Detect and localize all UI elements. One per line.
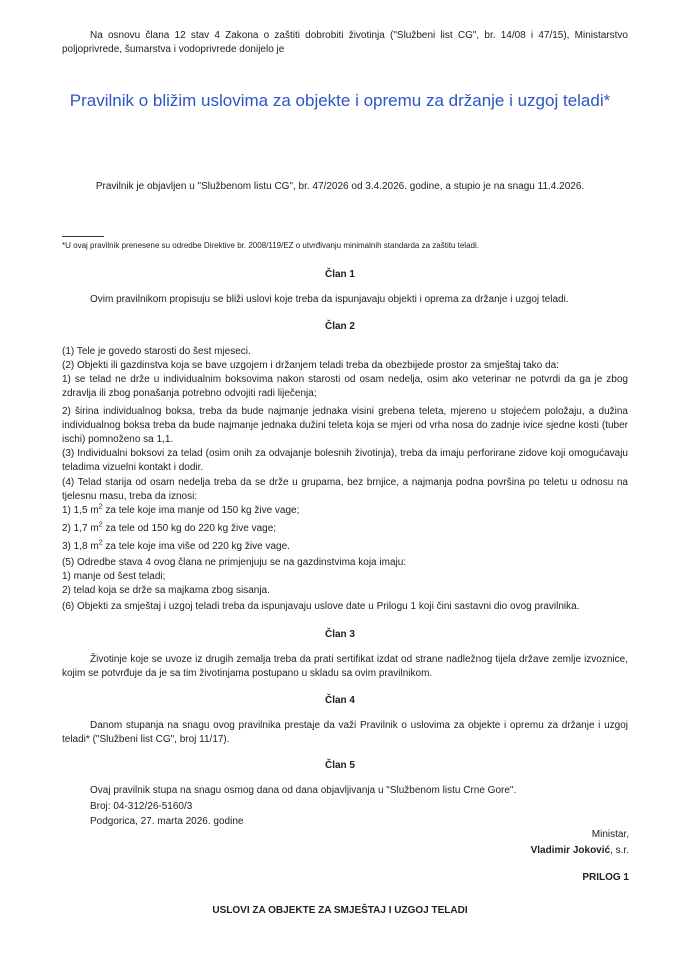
article-5-text: Ovaj pravilnik stupa na snagu osmog dana od dana objavljivanja u "Službenom listu Crne Gore". [90,785,517,796]
document-title: Pravilnik o bližim uslovima za objekte i opremu za držanje i uzgoj teladi* [69,91,611,110]
signature-suffix: , s.r. [610,845,629,856]
article-5-heading: Član 5 [324,760,355,771]
article-2-p2: (2) Objekti ili gazdinstva koja se bave uzgojem i držanjem teladi treba da obezbijede prostor za smještaj tako da: [62,360,559,371]
intro-paragraph: Na osnovu člana 12 stav 4 Zakona o zaštiti dobrobiti životinja ("Službeni list CG", br. 14/08 i 47/15), Ministarstvo poljoprivrede, šumarstva i vodoprivrede donijelo je [62,30,628,55]
article-2-p1: (1) Tele je govedo starosti do šest mjeseci. [62,346,251,357]
article-2-p4-item1: 1) 1,5 $m^2$ za tele koje ima manje od 150 kg žive vage; [62,503,300,516]
article-2-heading: Član 2 [324,321,355,332]
annex-title: USLOVI ZA OBJEKTE ZA SMJEŠTAJ I UZGOJ TELADI [212,905,468,916]
article-1-heading: Član 1 [324,269,355,280]
place-and-date: Podgorica, 27. marta 2026. godine [90,816,244,827]
article-2-p2-item2: 2) širina individualnog boksa, treba da bude najmanje jednaka visini grebena teleta, mjereno u stojećem položaju, a dužina individualnog boksa treba da bude najmanje jednaka dužini teleta koja se mjeri od vrha nosa do zadnje ivice sjedne kosti (tuber ischi) pomnoženo sa 1,1. [62,406,628,445]
document-number: Broj: 04-312/26-5160/3 [90,801,193,812]
signature-role: Ministar, [591,829,629,840]
article-3-text: Životinje koje se uvoze iz drugih zemalja treba da prati sertifikat izdat od strane nadležnog tijela države zemlje izvoznice, kojim se potvrđuje da je sa tim životinjama postupano u skladu sa ovim pravilnikom. [62,654,628,679]
annex-label: PRILOG 1 [582,872,629,883]
article-2-p2-item1: 1) se telad ne drže u individualnim boksovima nakon starosti od osam nedelja, osim ako veterinar ne potvrdi da ga je zbog zdravlja ili zbog ponašanja potrebno odvojiti radi liječenja; [62,374,628,399]
article-2-p3: (3) Individualni boksovi za telad (osim onih za odvajanje bolesnih životinja), treba da imaju perforirane zidove koji omogućavaju teladima vizuelni kontakt i dodir. [62,448,628,473]
publication-note: Pravilnik je objavljen u "Službenom listu CG", br. 47/2026 od 3.4.2026. godine, a stupio je na snagu 11.4.2026. [95,181,585,192]
article-2-p6: (6) Objekti za smještaj i uzgoj teladi treba da ispunjavaju uslove date u Prilogu 1 koji čini sastavni dio ovog pravilnika. [62,601,580,612]
article-4-heading: Član 4 [324,695,355,706]
article-2-p4-item3: 3) 1,8 $m^2$ za tele koje ima više od 220 kg žive vage. [62,539,290,552]
article-2-p5-item1: 1) manje od šest teladi; [62,571,166,582]
footnote-divider [62,236,104,237]
article-3-heading: Član 3 [324,629,355,640]
signature [531,845,629,856]
article-4-text: Danom stupanja na snagu ovog pravilnika prestaje da važi Pravilnik o uslovima za objekte i opremu za držanje i uzgoj teladi* ("Službeni list CG", broj 11/17). [62,720,628,745]
article-1-text: Ovim pravilnikom propisuju se bliži uslovi koje treba da ispunjavaju objekti i oprema za držanje i uzgoj teladi. [90,294,569,305]
article-2-p4-item2: 2) 1,7 $m^2$ za tele od 150 kg do 220 kg žive vage; [62,521,277,534]
article-2-p4: (4) Telad starija od osam nedelja treba da se drže u grupama, bez brnjice, a najmanja podna površina po teletu u odnosu na tjelesnu masu, treba da iznosi: [62,477,628,502]
article-2-p5: (5) Odredbe stava 4 ovog člana ne primjenjuju se na gazdinstvima koja imaju: [62,557,407,568]
article-2-p5-item2: 2) telad koja se drže sa majkama zbog sisanja. [62,585,270,596]
footnote: *U ovaj pravilnik prenesene su odredbe Direktive br. 2008/119/EZ o utvrđivanju minimalnih standarda za zaštitu teladi. [62,241,479,250]
signature-name: Vladimir Joković [530,845,611,856]
